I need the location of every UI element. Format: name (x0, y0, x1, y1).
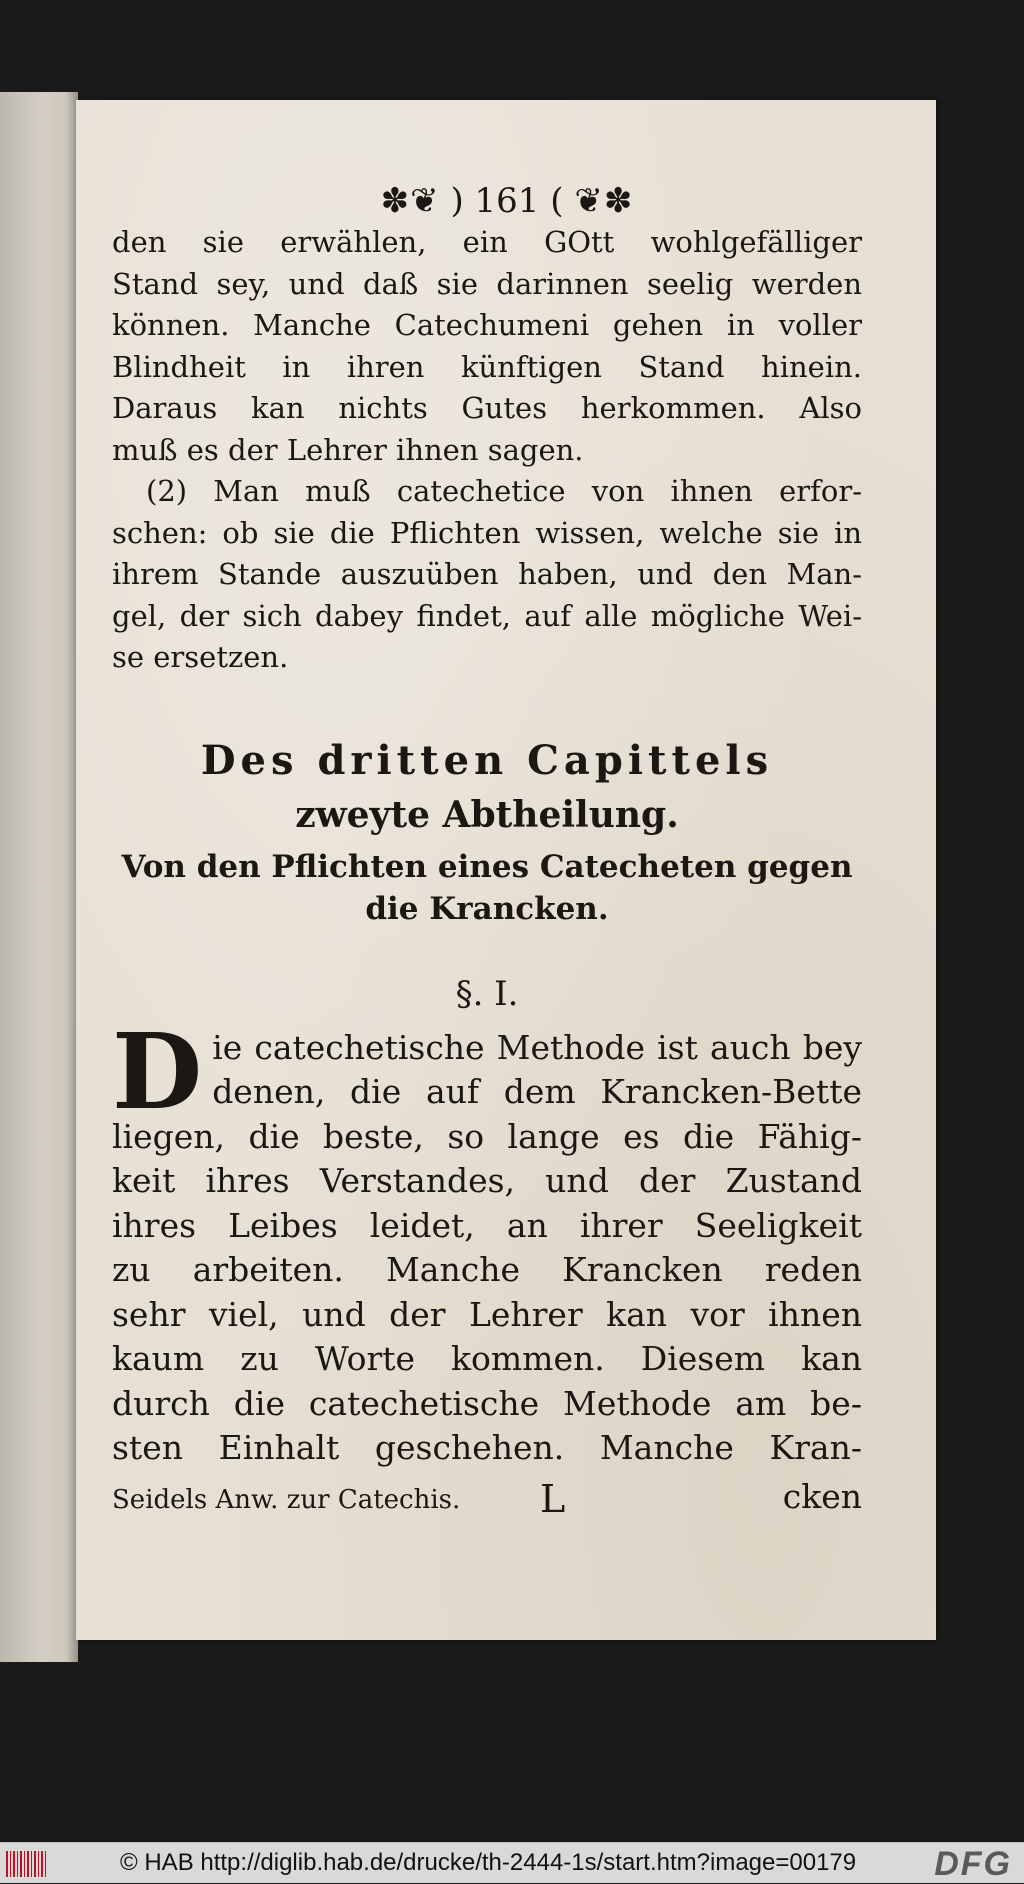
text-line: ie catechetische Methode ist auch bey (212, 1027, 862, 1067)
signature-title: Seidels Anw. zur Catechis. (112, 1484, 461, 1515)
text-line: sehr viel, und der Lehrer kan vor ihnen (112, 1294, 862, 1334)
text-line: Stand sey, und daß sie darinnen seelig werden (112, 266, 862, 301)
text-line: schen: ob sie die Pflichten wissen, welche sie in (112, 515, 862, 550)
text-line: sten Einhalt geschehen. Manche Kran- (112, 1428, 862, 1467)
header-ornament-left: ✽❦ (380, 181, 440, 221)
header-ornament-right: ❦✽ (574, 181, 634, 221)
text-line: muß es der Lehrer ihnen sagen. (112, 432, 584, 467)
text-line: keit ihres Verstandes, und der Zustand (112, 1161, 862, 1200)
text-line: können. Manche Catechumeni gehen in voller (112, 308, 862, 342)
text-line: (2) Man muß catechetice von ihnen erfor- (146, 474, 862, 508)
drop-cap: D (112, 1009, 203, 1133)
text-line: kaum zu Worte kommen. Diesem kan (112, 1339, 862, 1378)
text-line: se ersetzen. (112, 640, 289, 674)
text-line: Blindheit in ihren künftigen Stand hinein. (112, 349, 862, 384)
text-line: liegen, die beste, so lange es die Fähig- (112, 1116, 862, 1156)
page-text-block (112, 180, 862, 1523)
barcode-icon (6, 1851, 46, 1877)
paragraph-continuation (112, 222, 862, 471)
chapter-title: Des dritten Capittels (200, 736, 774, 784)
text-line: durch die catechetische Methode am be- (112, 1383, 862, 1423)
credit-link[interactable]: © HAB http://diglib.hab.de/drucke/th-2444-1s/start.htm?image=00179 (120, 1849, 857, 1876)
viewer-credit-bar (0, 1842, 1024, 1883)
section-heading-line: die Krancken. (365, 890, 609, 927)
signature-mark: L (540, 1476, 566, 1521)
text-line: den sie erwählen, ein GOtt wohlgefälliger (112, 225, 862, 259)
dfg-logo: DFG (934, 1845, 1012, 1883)
running-header (152, 180, 862, 222)
chapter-subtitle: zweyte Abtheilung. (295, 793, 679, 836)
text-line: ihrem Stande auszuüben haben, und den Man- (112, 557, 862, 591)
page-footer (112, 1477, 862, 1523)
section-number: §. I. (455, 973, 519, 1014)
catchword: cken (782, 1476, 862, 1516)
text-line: ihres Leibes leidet, an ihrer Seeligkeit (112, 1205, 862, 1245)
text-line: zu arbeiten. Manche Krancken reden (112, 1250, 862, 1289)
paragraph-section-1 (112, 1009, 862, 1471)
section-heading (112, 846, 862, 930)
text-line: denen, die auf dem Krancken-Bette (212, 1072, 862, 1111)
paragraph-point-2 (112, 471, 862, 679)
page-number: ) 161 ( (450, 181, 564, 221)
book-page (76, 100, 936, 1640)
text-line: Daraus kan nichts Gutes herkommen. Also (112, 391, 862, 425)
section-heading-line: Von den Pflichten eines Catecheten gegen (121, 848, 853, 885)
text-line: gel, der sich dabey findet, auf alle mögliche Wei- (112, 598, 862, 633)
